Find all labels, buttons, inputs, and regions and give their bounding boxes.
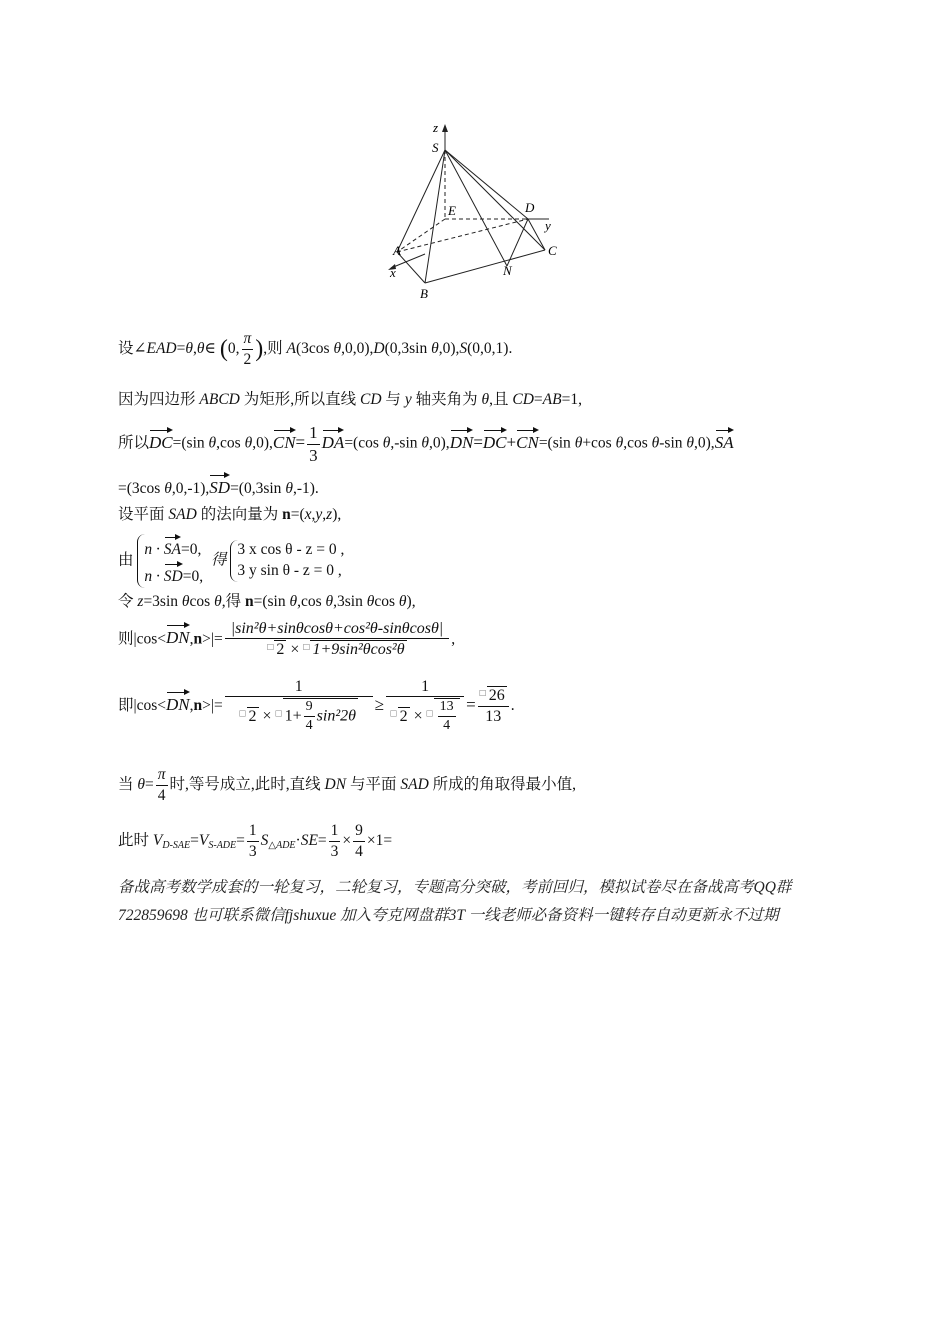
text: (0,0,1). <box>467 339 513 357</box>
label-c: C <box>548 243 557 258</box>
line-6-system: 由 n · SA=0, n · SD=0, 得 3 x cos θ - z = 0 , 3 y sin θ - z = 0 , <box>118 534 348 588</box>
text: θ <box>431 339 439 357</box>
text: = <box>176 339 186 357</box>
line-3: 所以DC=(sin θ,cos θ,0),CN= $\frac{1}{3}$ DA=(cos θ,-sin θ,0),DN=DC+CN=(sin θ+cos θ,cos θ-sin θ,0),SA <box>118 423 734 465</box>
vector-dn: DN <box>166 622 190 648</box>
text: EAD <box>146 339 177 357</box>
text: , <box>193 339 197 357</box>
vector-sd: SD <box>209 472 230 498</box>
text: 0, <box>227 339 240 357</box>
label-b: B <box>420 286 428 301</box>
fraction-1-3: $\frac{1}{3}$ <box>309 423 318 465</box>
label-d: D <box>525 200 535 215</box>
vector-cn: CN <box>273 427 296 453</box>
pyramid-figure <box>385 118 575 308</box>
line-9: 即|cos<DN,n>|= 1 □ 2 × □ 1+ $\frac{9}{4}$ sin²2θ ≥ 1 □ 2 × □ $\frac{13}{4}$ = $\frac{^□ 26}{13}$ . <box>118 678 515 734</box>
fraction-pi-2: $\frac{\pi}{2}$ <box>243 330 252 368</box>
label-e: E <box>448 203 456 218</box>
line-7: 令 z=3sin θcos θ,得 n=(sin θ,cos θ,3sin θcos θ), <box>118 593 416 610</box>
label-y: y <box>545 218 551 233</box>
line-2: 因为四边形 ABCD 为矩形,所以直线 CD 与 y 轴夹角为 θ,且 CD=AB=1, <box>118 391 582 408</box>
fraction-9-4: $\frac{9}{4}$ <box>355 822 363 860</box>
label-s: S <box>432 140 439 155</box>
line-5: 设平面 SAD 的法向量为 n=(x,y,z), <box>118 506 342 523</box>
text: 设∠ <box>118 339 147 357</box>
vector-da: DA <box>322 427 345 453</box>
label-x: x <box>390 265 396 280</box>
fraction-2: 1 □ 2 × □ $\frac{13}{4}$ <box>386 678 464 735</box>
vector-dn: DN <box>166 689 190 715</box>
line-10: 当 θ= $\frac{\pi}{4}$ 时,等号成立,此时,直线 DN 与平面 SAD 所成的角取得最小值, <box>118 766 577 804</box>
line-4: =(3cos θ,0,-1),SD=(0,3sin θ,-1). <box>118 472 319 499</box>
label-n: N <box>503 263 512 278</box>
vector-dc: DC <box>483 427 507 453</box>
text: A <box>286 339 296 357</box>
fraction-1-3: $\frac{1}{3}$ <box>248 822 257 860</box>
system-left: n · SA=0, n · SD=0, <box>137 534 207 588</box>
vector-dn: DN <box>450 427 474 453</box>
fraction-cos: $\frac{\text{|sin²θ+sinθcosθ+cos²θ-sinθcosθ|}}{^□ 2 \times ^□ 1+9\sin^2\theta\cos^2\theta}$ <box>225 620 449 660</box>
vector-cn: CN <box>516 427 539 453</box>
text: ∈ <box>204 339 216 357</box>
text: (3cos <box>296 339 334 357</box>
text: θ <box>196 339 205 357</box>
text: D <box>373 339 385 357</box>
text: (0,3sin <box>384 339 432 357</box>
label-a: A <box>393 243 401 258</box>
text: θ <box>185 339 194 357</box>
text: ,则 <box>263 339 287 357</box>
line-1 <box>118 330 512 369</box>
promo-note: 备战高考数学成套的一轮复习，二轮复习，专题高分突破，考前回归，模拟试卷尽在备战高考QQ群722859698 也可联系微信fjshuxue 加入夸克网盘群3T 一线老师必备资料一键转存自动更新永不过期 <box>118 879 792 924</box>
label-z: z <box>433 120 439 135</box>
fraction-1: 1 □ 2 × □ 1+ $\frac{9}{4}$ sin²2θ <box>225 678 373 735</box>
paren-open: ( <box>219 335 228 362</box>
text: ,0,0), <box>341 339 374 357</box>
vector-sa: SA <box>715 427 734 453</box>
text: ,0), <box>438 339 460 357</box>
paren-close: ) <box>255 335 264 362</box>
system-right: 3 x cos θ - z = 0 , 3 y sin θ - z = 0 , <box>230 540 348 582</box>
fraction-1-3: $\frac{1}{3}$ <box>330 822 339 860</box>
fraction-result: $\frac{^□ 26}{13}$ <box>478 686 509 727</box>
text: S <box>459 339 468 357</box>
text: θ <box>333 339 342 357</box>
fraction-pi-4: $\frac{\pi}{4}$ <box>157 766 166 804</box>
line-11: 此时 $V_{D-SAE}=V_{S-ADE}=$ $\frac{1}{3}$ $S_{\triangle ADE}\cdot SE=$ $\frac{1}{3}$ × $\frac{9}{4}$ ×1= <box>118 822 393 860</box>
vector-dc: DC <box>149 427 173 453</box>
line-8: 则|cos<DN,n>|= $\frac{\text{|sin²θ+sinθcosθ+cos²θ-sinθcosθ|}}{^□ 2 \times ^□ 1+9\sin^2\theta\cos^2\theta}$ , <box>118 620 456 659</box>
